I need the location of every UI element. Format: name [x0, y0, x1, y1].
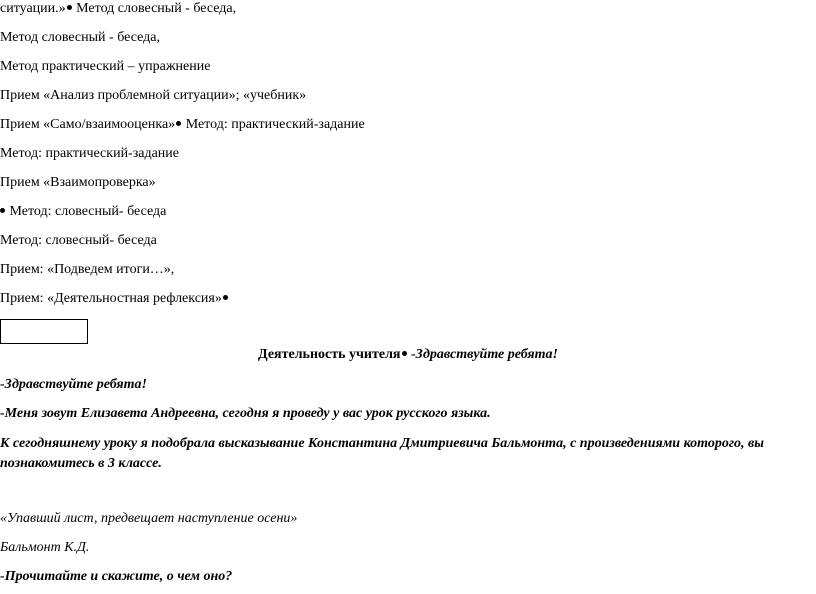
- line-text: Метод словесный - беседа,: [0, 30, 160, 45]
- teacher-intro: -Меня зовут Елизавета Андреевна, сегодня я проведу у вас урок русского языка.: [0, 406, 491, 421]
- teacher-heading-greeting: -Здравствуйте ребята!: [407, 347, 558, 362]
- method-line-5: [0, 116, 365, 134]
- bullet-icon: [223, 295, 228, 300]
- method-line-4: [0, 87, 306, 105]
- empty-table-cell: [0, 319, 88, 344]
- teacher-quote-intro: К сегодняшнему уроку я подобрала высказывание Константина Дмитриевича Бальмонта, с произведениями которого, вы познакомитесь в 3 классе.: [0, 436, 764, 471]
- teacher-greeting: -Здравствуйте ребята!: [0, 377, 147, 392]
- line-text: Метод: словесный- беседа: [6, 204, 167, 219]
- teacher-heading: [0, 346, 816, 364]
- line-text: Метод словесный - беседа,: [72, 1, 237, 16]
- method-line-6: [0, 145, 179, 163]
- bullet-icon: [67, 5, 72, 10]
- line-text: Метод: практический-задание: [182, 117, 365, 132]
- line-text: Метод: словесный- беседа: [0, 233, 157, 248]
- bullet-icon: [0, 208, 5, 213]
- line-text: Прием «Само/взаимооценка»: [0, 117, 176, 132]
- teacher-heading-title: Деятельность учителя: [258, 347, 401, 362]
- bullet-icon: [176, 121, 181, 126]
- line-text: Прием «Взаимопроверка»: [0, 175, 156, 190]
- line-text: Прием: «Деятельностная рефлексия»: [0, 291, 222, 306]
- method-line-2: [0, 29, 160, 47]
- method-line-7: [0, 174, 156, 192]
- quote-author: Бальмонт К.Д.: [0, 540, 90, 555]
- line-text: Прием: «Подведем итоги…»,: [0, 262, 175, 277]
- line-text: Прием «Анализ проблемной ситуации»; «учебник»: [0, 88, 307, 103]
- method-line-10: [0, 261, 174, 279]
- method-line-8: [0, 203, 166, 221]
- method-line-1: [0, 0, 236, 18]
- method-line-11: [0, 290, 229, 308]
- teacher-question: -Прочитайте и скажите, о чем оно?: [0, 569, 233, 584]
- line-text: Метод практический – упражнение: [0, 59, 211, 74]
- bullet-icon: [402, 351, 407, 356]
- line-text: ситуации.»: [0, 1, 66, 16]
- method-line-9: [0, 232, 157, 250]
- line-text: Метод: практический-задание: [0, 146, 179, 161]
- method-line-3: [0, 58, 210, 76]
- quote-text: «Упавший лист, предвещает наступление осени»: [0, 511, 298, 526]
